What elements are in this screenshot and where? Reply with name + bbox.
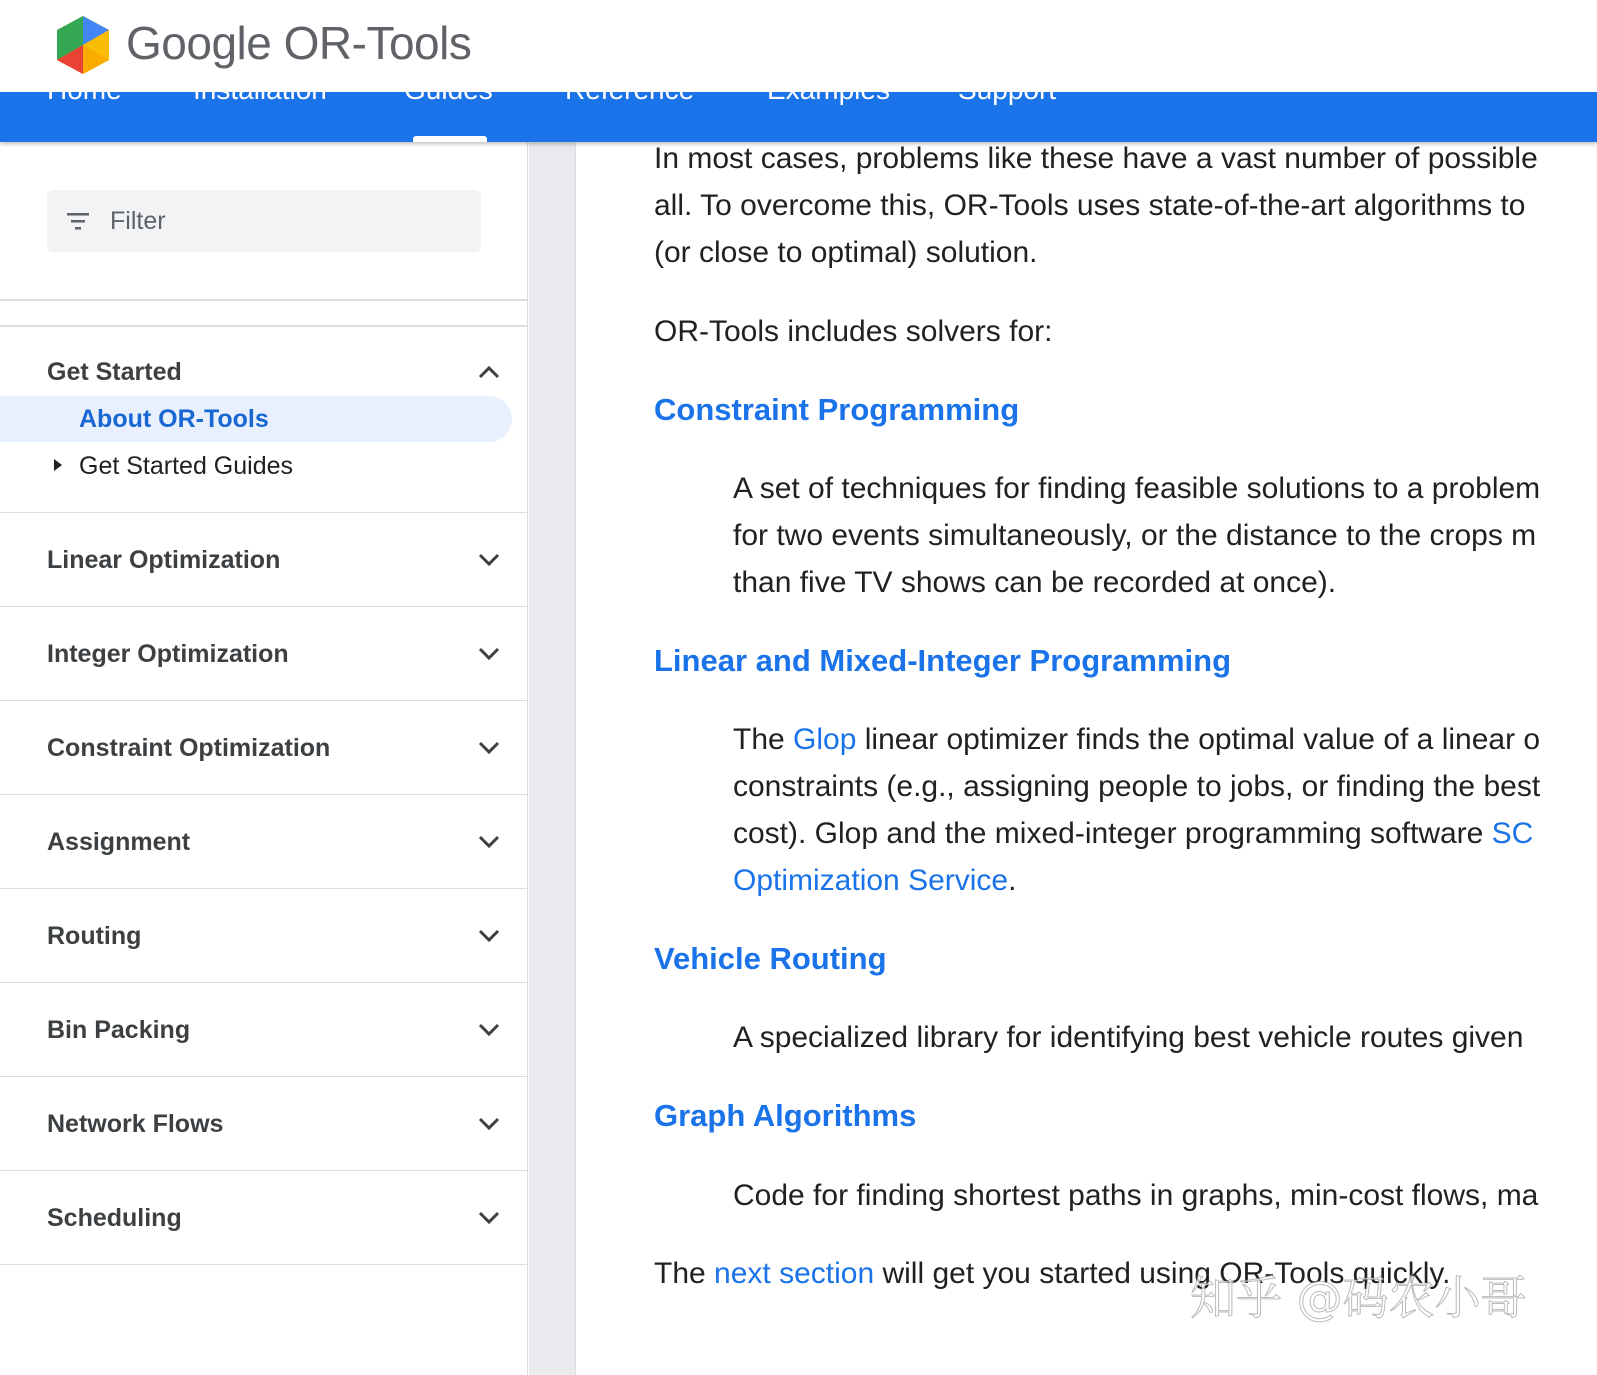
tab-examples[interactable]: Examples: [767, 74, 890, 105]
sidebar-item-get-started-guides[interactable]: Get Started Guides: [79, 452, 294, 480]
next-post: will get you started using OR-Tools quickly.: [874, 1257, 1451, 1290]
next-section-link[interactable]: next section: [714, 1257, 875, 1290]
divider: [0, 512, 528, 513]
divider: [0, 325, 528, 327]
lp-line-3: [733, 810, 1533, 857]
tab-installation[interactable]: Installation: [193, 74, 327, 105]
chevron-down-icon[interactable]: [476, 923, 502, 949]
cp-line-1: A set of techniques for finding feasible solutions to a problem: [733, 472, 1541, 505]
lp-line-4: [733, 857, 1016, 904]
sidebar-item-about-label[interactable]: About OR-Tools: [79, 405, 269, 433]
next-pre: The: [654, 1257, 715, 1290]
sidebar-section-constraint-optimization[interactable]: Constraint Optimization: [47, 734, 331, 762]
divider: [0, 982, 528, 983]
vr-line: A specialized library for identifying best vehicle routes given: [733, 1021, 1524, 1054]
intro-line-2: all. To overcome this, OR-Tools uses state-of-the-art algorithms to: [654, 189, 1526, 222]
tab-home[interactable]: Home: [47, 74, 122, 105]
brand-google: Google: [126, 17, 272, 69]
solvers-intro: OR-Tools includes solvers for:: [654, 315, 1053, 348]
heading-graph-algorithms[interactable]: Graph Algorithms: [654, 1098, 917, 1133]
divider: [0, 888, 528, 889]
tab-guides[interactable]: Guides: [404, 74, 493, 105]
lp-line-1: [733, 716, 1540, 763]
watermark: 知乎 @码农小哥: [1190, 1271, 1527, 1325]
intro-line-3: (or close to optimal) solution.: [654, 236, 1038, 269]
sidebar-section-assignment[interactable]: Assignment: [47, 828, 191, 856]
optimization-service-link[interactable]: Optimization Service: [733, 864, 1009, 897]
sidebar-section-get-started[interactable]: Get Started: [47, 358, 182, 386]
chevron-down-icon[interactable]: [476, 1205, 502, 1231]
or-tools-logo-icon[interactable]: [55, 14, 111, 76]
lp-line-3-pre: cost). Glop and the mixed-integer programming software: [733, 817, 1492, 850]
heading-vehicle-routing[interactable]: Vehicle Routing: [654, 941, 887, 976]
sidebar-section-scheduling[interactable]: Scheduling: [47, 1204, 182, 1232]
chevron-down-icon[interactable]: [476, 1017, 502, 1043]
lp-line-1-post: linear optimizer finds the optimal value of a linear o: [856, 723, 1541, 756]
lp-line-4-post: .: [1008, 864, 1017, 897]
heading-linear-mixed-integer[interactable]: Linear and Mixed-Integer Programming: [654, 643, 1232, 678]
chevron-down-icon[interactable]: [476, 547, 502, 573]
lp-line-2: constraints (e.g., assigning people to jobs, or finding the best: [733, 770, 1541, 803]
divider: [0, 700, 528, 701]
filter-input[interactable]: [47, 190, 481, 252]
tab-support[interactable]: Support: [958, 74, 1057, 105]
intro-line-1: In most cases, problems like these have a vast number of possible: [654, 142, 1538, 175]
cp-line-2: for two events simultaneously, or the distance to the crops m: [733, 519, 1537, 552]
heading-constraint-programming[interactable]: Constraint Programming: [654, 392, 1020, 427]
main-content: [577, 142, 1597, 1375]
tab-reference[interactable]: Reference: [565, 74, 695, 105]
sidebar-gutter: [529, 142, 576, 1375]
caret-right-icon[interactable]: [52, 458, 64, 472]
divider: [0, 794, 528, 795]
chevron-up-icon[interactable]: [476, 359, 502, 385]
lp-line-1-pre: The: [733, 723, 794, 756]
chevron-down-icon[interactable]: [476, 735, 502, 761]
active-tab-indicator: [413, 136, 487, 142]
divider: [0, 299, 528, 301]
top-nav: [0, 74, 1597, 142]
sidebar: [0, 142, 528, 1375]
filter-icon: [67, 212, 89, 230]
sidebar-section-network-flows[interactable]: Network Flows: [47, 1110, 224, 1138]
divider: [0, 1264, 528, 1265]
divider: [0, 1076, 528, 1077]
divider: [0, 606, 528, 607]
filter-placeholder: Filter: [110, 207, 166, 235]
sidebar-section-integer-optimization[interactable]: Integer Optimization: [47, 640, 289, 668]
ga-line: Code for finding shortest paths in graphs, min-cost flows, ma: [733, 1179, 1539, 1212]
divider: [0, 1170, 528, 1171]
chevron-down-icon[interactable]: [476, 641, 502, 667]
chevron-down-icon[interactable]: [476, 1111, 502, 1137]
glop-link[interactable]: Glop: [793, 723, 857, 756]
cp-line-3: than five TV shows can be recorded at once).: [733, 566, 1337, 599]
sidebar-section-linear-optimization[interactable]: Linear Optimization: [47, 546, 281, 574]
sidebar-section-routing[interactable]: Routing: [47, 922, 142, 950]
scip-link[interactable]: SC: [1491, 817, 1534, 850]
brand-title[interactable]: [126, 16, 471, 70]
sidebar-section-bin-packing[interactable]: Bin Packing: [47, 1016, 191, 1044]
chevron-down-icon[interactable]: [476, 829, 502, 855]
brand-product: OR-Tools: [283, 17, 472, 69]
